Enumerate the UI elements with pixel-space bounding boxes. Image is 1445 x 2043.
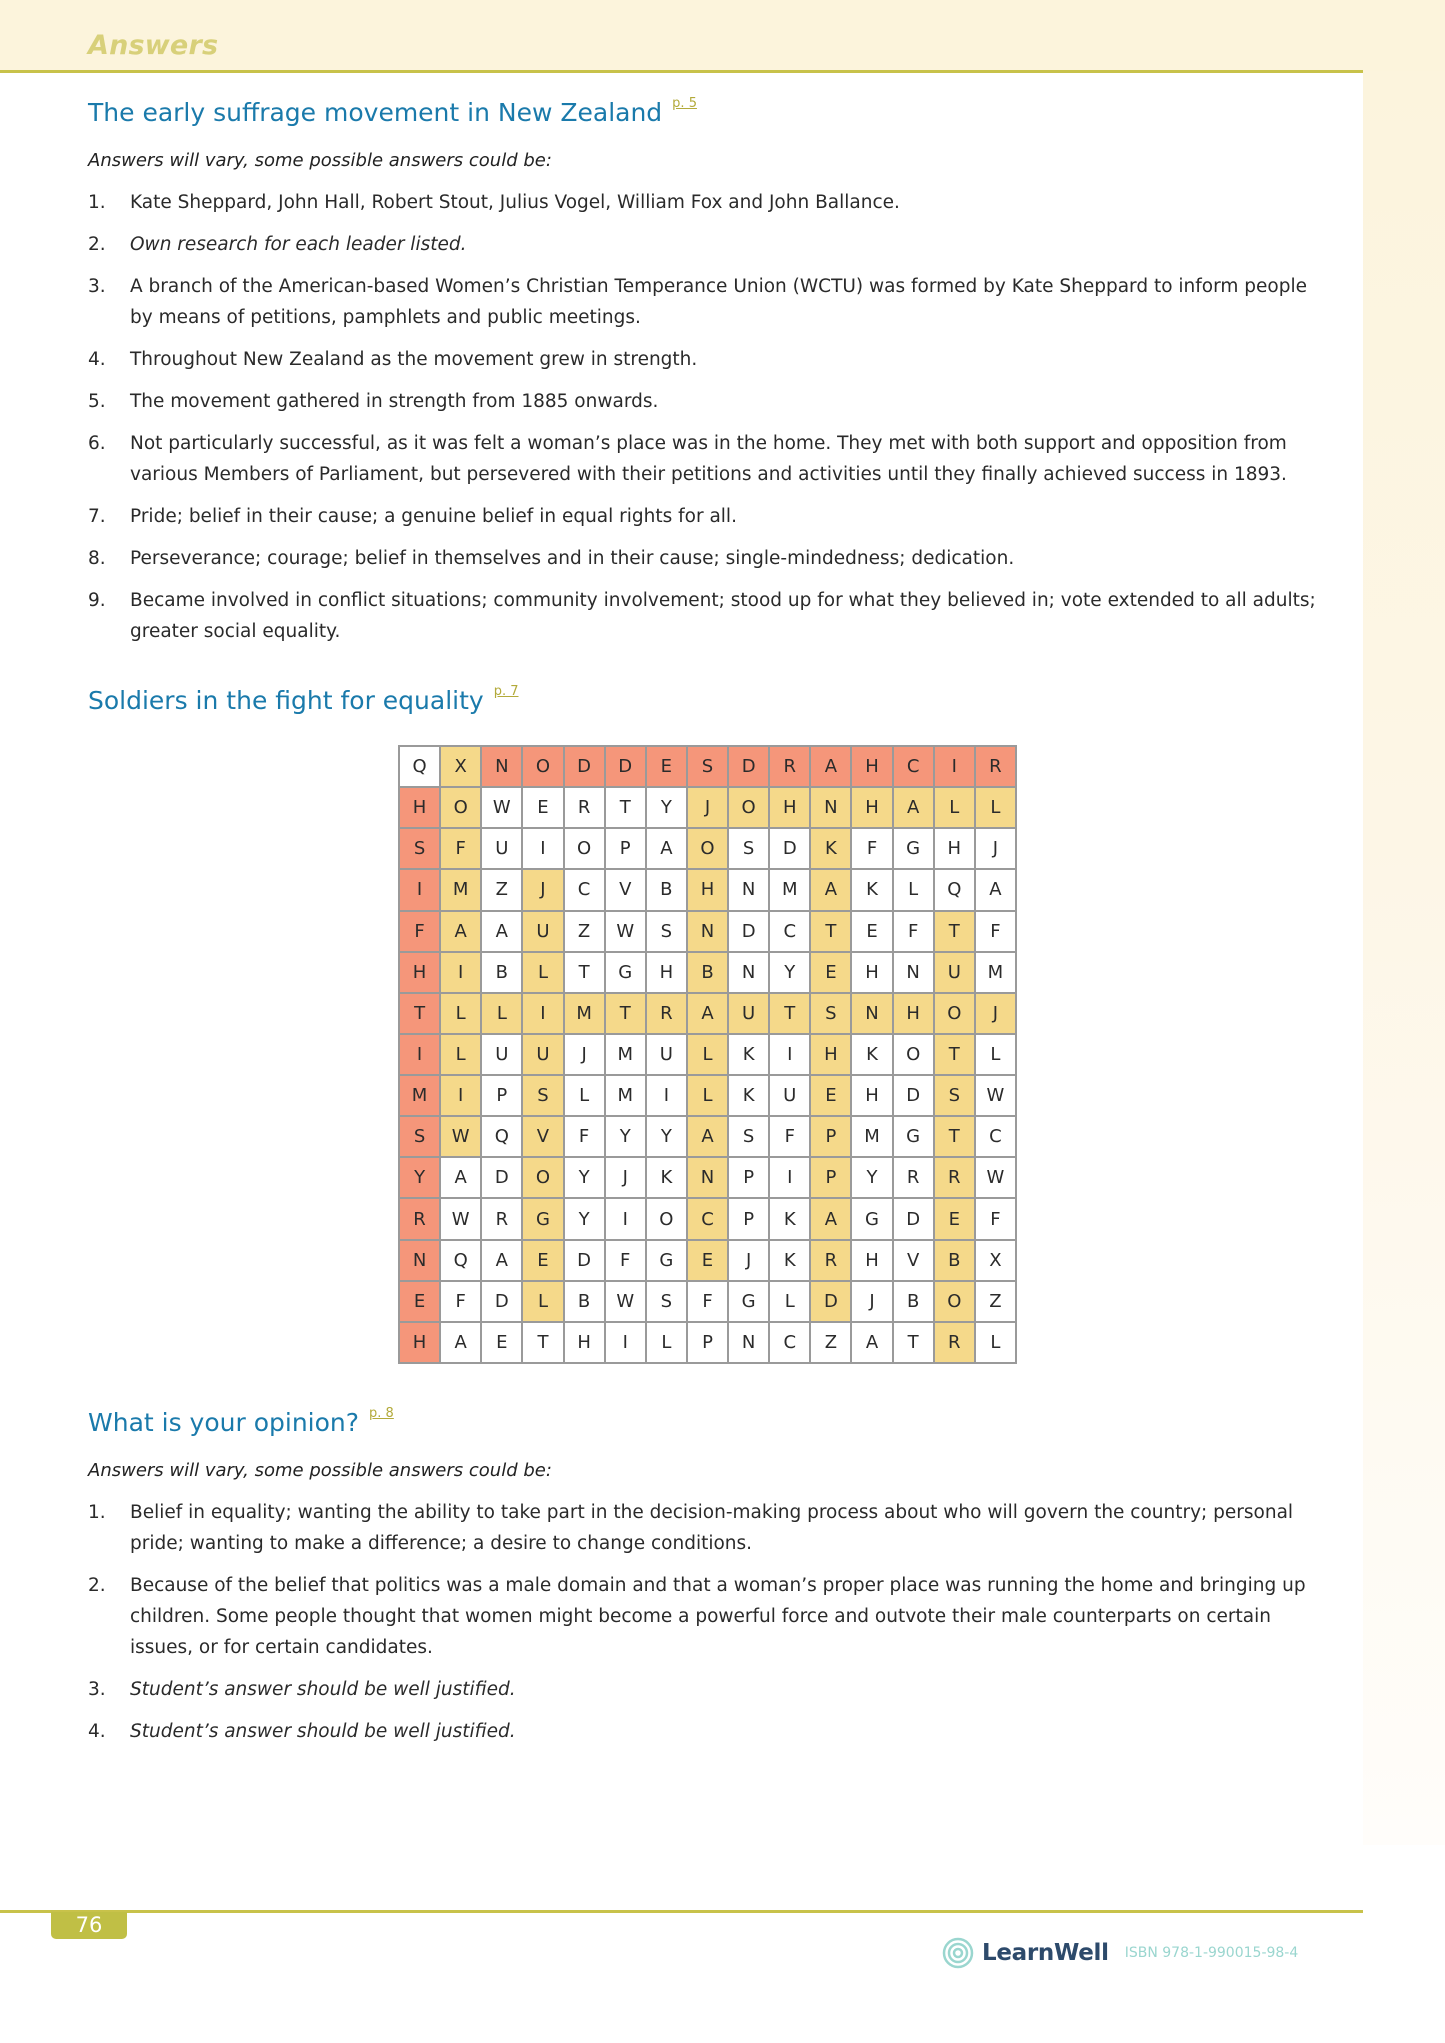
grid-cell: Z bbox=[565, 912, 604, 951]
grid-cell: K bbox=[647, 1158, 686, 1197]
grid-cell: K bbox=[729, 1035, 768, 1074]
grid-cell: A bbox=[894, 788, 933, 827]
grid-cell: O bbox=[935, 1282, 974, 1321]
answer-text: A branch of the American-based Women’s Christian Temperance Union (WCTU) was formed by Kate Sheppard to inform people by means of petitions, pamphlets and public meetings. bbox=[130, 276, 1307, 328]
grid-cell: U bbox=[482, 829, 521, 868]
answer-text: Perseverance; courage; belief in themselves and in their cause; single-mindedness; dedication. bbox=[130, 548, 1015, 569]
grid-cell: N bbox=[852, 994, 891, 1033]
word-search-grid bbox=[398, 745, 1017, 1364]
grid-cell: H bbox=[852, 1241, 891, 1280]
grid-cell: R bbox=[647, 994, 686, 1033]
grid-cell: F bbox=[976, 912, 1015, 951]
learnwell-logo-icon bbox=[942, 1937, 974, 1969]
grid-cell: P bbox=[482, 1076, 521, 1115]
grid-cell: M bbox=[565, 994, 604, 1033]
page-ref-link[interactable]: p. 7 bbox=[493, 684, 519, 699]
grid-cell: M bbox=[606, 1035, 645, 1074]
grid-cell: I bbox=[935, 747, 974, 786]
grid-cell: B bbox=[482, 953, 521, 992]
grid-cell: L bbox=[565, 1076, 604, 1115]
grid-cell: G bbox=[523, 1199, 562, 1238]
grid-cell: W bbox=[976, 1076, 1015, 1115]
answer-number: 1. bbox=[88, 192, 106, 213]
intro-text: Answers will vary, some possible answers could be: bbox=[88, 1460, 552, 1481]
grid-cell: D bbox=[565, 747, 604, 786]
grid-cell: R bbox=[811, 1241, 850, 1280]
grid-cell: N bbox=[811, 788, 850, 827]
grid-cell: C bbox=[688, 1199, 727, 1238]
grid-cell: C bbox=[565, 870, 604, 909]
grid-cell: R bbox=[400, 1199, 439, 1238]
grid-cell: T bbox=[606, 788, 645, 827]
grid-cell: I bbox=[523, 829, 562, 868]
grid-cell: H bbox=[852, 747, 891, 786]
grid-cell: I bbox=[770, 1035, 809, 1074]
grid-cell: A bbox=[441, 1323, 480, 1362]
answer-number: 6. bbox=[88, 433, 106, 454]
grid-cell: D bbox=[729, 912, 768, 951]
grid-cell: U bbox=[523, 1035, 562, 1074]
grid-cell: K bbox=[852, 870, 891, 909]
grid-cell: S bbox=[647, 1282, 686, 1321]
grid-cell: R bbox=[482, 1199, 521, 1238]
grid-cell: D bbox=[729, 747, 768, 786]
grid-cell: X bbox=[441, 747, 480, 786]
section-title-opinion bbox=[88, 1406, 394, 1437]
grid-cell: B bbox=[565, 1282, 604, 1321]
answer-item bbox=[88, 344, 1328, 375]
grid-cell: A bbox=[976, 870, 1015, 909]
grid-cell: H bbox=[400, 788, 439, 827]
grid-cell: H bbox=[852, 788, 891, 827]
grid-cell: S bbox=[811, 994, 850, 1033]
grid-cell: O bbox=[523, 747, 562, 786]
grid-cell: C bbox=[770, 912, 809, 951]
grid-cell: T bbox=[935, 1117, 974, 1156]
grid-cell: D bbox=[482, 1282, 521, 1321]
grid-cell: W bbox=[606, 912, 645, 951]
section-title-text: The early suffrage movement in New Zealand bbox=[88, 98, 663, 127]
grid-cell: E bbox=[852, 912, 891, 951]
grid-cell: H bbox=[688, 870, 727, 909]
grid-cell: K bbox=[852, 1035, 891, 1074]
answer-item bbox=[88, 1497, 1328, 1559]
grid-cell: T bbox=[400, 994, 439, 1033]
grid-cell: L bbox=[976, 1323, 1015, 1362]
grid-cell: J bbox=[976, 829, 1015, 868]
footer-rule bbox=[0, 1910, 1363, 1913]
grid-cell: H bbox=[811, 1035, 850, 1074]
grid-cell: H bbox=[647, 953, 686, 992]
grid-cell: R bbox=[894, 1158, 933, 1197]
grid-cell: D bbox=[770, 829, 809, 868]
grid-cell: D bbox=[482, 1158, 521, 1197]
grid-cell: C bbox=[976, 1117, 1015, 1156]
grid-cell: F bbox=[400, 912, 439, 951]
grid-cell: P bbox=[811, 1117, 850, 1156]
grid-cell: R bbox=[770, 747, 809, 786]
header-rule bbox=[0, 70, 1363, 73]
grid-cell: I bbox=[647, 1076, 686, 1115]
grid-cell: M bbox=[400, 1076, 439, 1115]
grid-cell: J bbox=[976, 994, 1015, 1033]
grid-cell: M bbox=[852, 1117, 891, 1156]
grid-cell: D bbox=[894, 1076, 933, 1115]
grid-cell: Q bbox=[400, 747, 439, 786]
grid-cell: E bbox=[523, 1241, 562, 1280]
grid-cell: O bbox=[647, 1199, 686, 1238]
section-title-text: Soldiers in the fight for equality bbox=[88, 686, 484, 715]
grid-cell: R bbox=[935, 1158, 974, 1197]
grid-cell: A bbox=[441, 1158, 480, 1197]
grid-cell: L bbox=[482, 994, 521, 1033]
grid-cell: A bbox=[852, 1323, 891, 1362]
grid-cell: A bbox=[811, 870, 850, 909]
answer-text: Became involved in conflict situations; community involvement; stood up for what they believed in; vote extended to all adults; greater social equality. bbox=[130, 590, 1316, 642]
grid-cell: I bbox=[606, 1199, 645, 1238]
grid-cell: I bbox=[523, 994, 562, 1033]
grid-cell: D bbox=[606, 747, 645, 786]
grid-cell: L bbox=[976, 1035, 1015, 1074]
grid-cell: K bbox=[811, 829, 850, 868]
grid-cell: L bbox=[523, 953, 562, 992]
grid-cell: H bbox=[894, 994, 933, 1033]
grid-cell: Q bbox=[441, 1241, 480, 1280]
brand-block bbox=[942, 1937, 1298, 1969]
grid-cell: G bbox=[606, 953, 645, 992]
grid-cell: A bbox=[482, 1241, 521, 1280]
grid-cell: Z bbox=[976, 1282, 1015, 1321]
grid-cell: Z bbox=[811, 1323, 850, 1362]
grid-cell: Y bbox=[852, 1158, 891, 1197]
grid-cell: S bbox=[935, 1076, 974, 1115]
grid-cell: B bbox=[647, 870, 686, 909]
grid-cell: N bbox=[729, 870, 768, 909]
page-number: 76 bbox=[51, 1912, 127, 1939]
grid-cell: U bbox=[770, 1076, 809, 1115]
grid-cell: W bbox=[482, 788, 521, 827]
grid-cell: P bbox=[811, 1158, 850, 1197]
grid-cell: O bbox=[441, 788, 480, 827]
grid-cell: Y bbox=[770, 953, 809, 992]
grid-cell: M bbox=[976, 953, 1015, 992]
answer-item bbox=[88, 1716, 1328, 1747]
grid-cell: Y bbox=[606, 1117, 645, 1156]
grid-cell: A bbox=[811, 747, 850, 786]
grid-cell: K bbox=[770, 1199, 809, 1238]
grid-cell: S bbox=[400, 829, 439, 868]
grid-cell: F bbox=[894, 912, 933, 951]
grid-cell: L bbox=[976, 788, 1015, 827]
grid-cell: P bbox=[729, 1158, 768, 1197]
grid-cell: O bbox=[523, 1158, 562, 1197]
grid-cell: Y bbox=[400, 1158, 439, 1197]
grid-cell: S bbox=[523, 1076, 562, 1115]
grid-cell: R bbox=[976, 747, 1015, 786]
answer-item bbox=[88, 187, 1328, 218]
grid-cell: T bbox=[770, 994, 809, 1033]
intro-text: Answers will vary, some possible answers could be: bbox=[88, 150, 552, 171]
grid-cell: T bbox=[935, 1035, 974, 1074]
grid-cell: K bbox=[729, 1076, 768, 1115]
grid-cell: W bbox=[441, 1117, 480, 1156]
answer-number: 7. bbox=[88, 506, 106, 527]
grid-cell: V bbox=[523, 1117, 562, 1156]
answer-item bbox=[88, 229, 1328, 260]
grid-cell: T bbox=[606, 994, 645, 1033]
grid-cell: L bbox=[523, 1282, 562, 1321]
grid-cell: S bbox=[400, 1117, 439, 1156]
answer-text: Student’s answer should be well justified. bbox=[130, 1679, 516, 1700]
grid-cell: U bbox=[482, 1035, 521, 1074]
grid-cell: Y bbox=[647, 1117, 686, 1156]
grid-cell: L bbox=[688, 1076, 727, 1115]
answer-list-suffrage bbox=[88, 187, 1328, 658]
grid-cell: L bbox=[647, 1323, 686, 1362]
grid-cell: I bbox=[400, 870, 439, 909]
grid-cell: X bbox=[976, 1241, 1015, 1280]
grid-cell: E bbox=[647, 747, 686, 786]
answer-number: 2. bbox=[88, 1575, 106, 1596]
grid-cell: O bbox=[565, 829, 604, 868]
grid-cell: T bbox=[565, 953, 604, 992]
grid-cell: W bbox=[976, 1158, 1015, 1197]
answer-text: Belief in equality; wanting the ability to take part in the decision-making process about who will govern the country; personal pride; wanting to make a difference; a desire to change conditions. bbox=[130, 1502, 1294, 1554]
grid-cell: O bbox=[894, 1035, 933, 1074]
answer-number: 4. bbox=[88, 349, 106, 370]
section-title-suffrage bbox=[88, 96, 697, 127]
grid-cell: G bbox=[894, 829, 933, 868]
grid-cell: L bbox=[441, 994, 480, 1033]
grid-cell: I bbox=[606, 1323, 645, 1362]
grid-cell: L bbox=[770, 1282, 809, 1321]
grid-cell: F bbox=[852, 829, 891, 868]
grid-cell: N bbox=[482, 747, 521, 786]
answer-number: 2. bbox=[88, 234, 106, 255]
answer-text: The movement gathered in strength from 1885 onwards. bbox=[130, 391, 659, 412]
answer-text: Not particularly successful, as it was felt a woman’s place was in the home. They met with both support and opposition from various Members of Parliament, but persevered with their petitions and activities until they finally achieved success in 1893. bbox=[130, 433, 1287, 485]
grid-cell: C bbox=[770, 1323, 809, 1362]
answer-number: 5. bbox=[88, 391, 106, 412]
grid-cell: L bbox=[935, 788, 974, 827]
grid-cell: O bbox=[688, 829, 727, 868]
grid-cell: T bbox=[894, 1323, 933, 1362]
grid-cell: Y bbox=[565, 1199, 604, 1238]
grid-cell: Q bbox=[935, 870, 974, 909]
grid-cell: E bbox=[482, 1323, 521, 1362]
answer-text: Student’s answer should be well justified. bbox=[130, 1721, 516, 1742]
grid-cell: H bbox=[935, 829, 974, 868]
grid-cell: A bbox=[647, 829, 686, 868]
grid-cell: E bbox=[811, 953, 850, 992]
grid-cell: N bbox=[400, 1241, 439, 1280]
grid-cell: F bbox=[770, 1117, 809, 1156]
grid-cell: T bbox=[811, 912, 850, 951]
answer-item bbox=[88, 428, 1328, 490]
grid-cell: E bbox=[935, 1199, 974, 1238]
grid-cell: S bbox=[688, 747, 727, 786]
grid-cell: O bbox=[935, 994, 974, 1033]
grid-cell: Z bbox=[482, 870, 521, 909]
grid-cell: A bbox=[688, 994, 727, 1033]
grid-cell: A bbox=[441, 912, 480, 951]
answer-item bbox=[88, 271, 1328, 333]
grid-cell: J bbox=[852, 1282, 891, 1321]
grid-cell: U bbox=[935, 953, 974, 992]
grid-cell: P bbox=[729, 1199, 768, 1238]
grid-cell: I bbox=[400, 1035, 439, 1074]
grid-cell: D bbox=[565, 1241, 604, 1280]
grid-cell: W bbox=[441, 1199, 480, 1238]
answer-number: 8. bbox=[88, 548, 106, 569]
answer-item bbox=[88, 1674, 1328, 1705]
grid-cell: M bbox=[606, 1076, 645, 1115]
grid-cell: O bbox=[729, 788, 768, 827]
answer-number: 1. bbox=[88, 1502, 106, 1523]
grid-cell: J bbox=[729, 1241, 768, 1280]
grid-cell: N bbox=[729, 1323, 768, 1362]
grid-cell: H bbox=[852, 953, 891, 992]
grid-cell: U bbox=[729, 994, 768, 1033]
grid-cell: M bbox=[770, 870, 809, 909]
grid-cell: B bbox=[935, 1241, 974, 1280]
grid-cell: E bbox=[523, 788, 562, 827]
grid-cell: Y bbox=[647, 788, 686, 827]
answer-number: 3. bbox=[88, 1679, 106, 1700]
grid-cell: H bbox=[400, 1323, 439, 1362]
grid-cell: F bbox=[688, 1282, 727, 1321]
grid-cell: J bbox=[523, 870, 562, 909]
grid-cell: R bbox=[565, 788, 604, 827]
grid-cell: S bbox=[647, 912, 686, 951]
page-ref-link[interactable]: p. 5 bbox=[672, 96, 697, 111]
grid-cell: L bbox=[441, 1035, 480, 1074]
answer-text: Kate Sheppard, John Hall, Robert Stout, Julius Vogel, William Fox and John Ballance. bbox=[130, 192, 900, 213]
grid-cell: S bbox=[729, 1117, 768, 1156]
answer-item bbox=[88, 1570, 1328, 1663]
answer-item bbox=[88, 585, 1328, 647]
page-header-title: Answers bbox=[88, 30, 219, 61]
answer-item bbox=[88, 501, 1328, 532]
page-ref-link[interactable]: p. 8 bbox=[369, 1406, 394, 1421]
grid-cell: Y bbox=[565, 1158, 604, 1197]
grid-cell: N bbox=[729, 953, 768, 992]
answer-text: Own research for each leader listed. bbox=[130, 234, 467, 255]
section-title-text: What is your opinion? bbox=[88, 1408, 360, 1437]
grid-cell: G bbox=[894, 1117, 933, 1156]
brand-name: LearnWell bbox=[982, 1940, 1109, 1966]
grid-cell: E bbox=[400, 1282, 439, 1321]
side-margin-band bbox=[1363, 0, 1445, 1845]
grid-cell: G bbox=[729, 1282, 768, 1321]
grid-cell: L bbox=[894, 870, 933, 909]
grid-cell: Q bbox=[482, 1117, 521, 1156]
grid-cell: F bbox=[441, 829, 480, 868]
grid-cell: N bbox=[688, 912, 727, 951]
grid-cell: K bbox=[770, 1241, 809, 1280]
grid-cell: P bbox=[688, 1323, 727, 1362]
grid-cell: F bbox=[976, 1199, 1015, 1238]
grid-cell: I bbox=[441, 1076, 480, 1115]
grid-cell: T bbox=[935, 912, 974, 951]
answer-item bbox=[88, 386, 1328, 417]
grid-cell: F bbox=[565, 1117, 604, 1156]
grid-cell: J bbox=[565, 1035, 604, 1074]
grid-cell: H bbox=[852, 1076, 891, 1115]
grid-cell: G bbox=[852, 1199, 891, 1238]
grid-cell: M bbox=[441, 870, 480, 909]
answer-number: 3. bbox=[88, 276, 106, 297]
grid-cell: W bbox=[606, 1282, 645, 1321]
grid-cell: B bbox=[688, 953, 727, 992]
grid-cell: P bbox=[606, 829, 645, 868]
grid-cell: A bbox=[811, 1199, 850, 1238]
grid-cell: G bbox=[647, 1241, 686, 1280]
answer-number: 4. bbox=[88, 1721, 106, 1742]
grid-cell: A bbox=[688, 1117, 727, 1156]
grid-cell: H bbox=[400, 953, 439, 992]
grid-cell: V bbox=[606, 870, 645, 909]
grid-cell: L bbox=[688, 1035, 727, 1074]
grid-cell: R bbox=[935, 1323, 974, 1362]
grid-cell: A bbox=[482, 912, 521, 951]
grid-cell: H bbox=[565, 1323, 604, 1362]
grid-cell: E bbox=[688, 1241, 727, 1280]
isbn-text: ISBN 978-1-990015-98-4 bbox=[1124, 1945, 1299, 1961]
grid-cell: H bbox=[770, 788, 809, 827]
grid-cell: T bbox=[523, 1323, 562, 1362]
answer-text: Pride; belief in their cause; a genuine belief in equal rights for all. bbox=[130, 506, 737, 527]
grid-cell: U bbox=[647, 1035, 686, 1074]
grid-cell: U bbox=[523, 912, 562, 951]
grid-cell: J bbox=[688, 788, 727, 827]
grid-cell: J bbox=[606, 1158, 645, 1197]
grid-cell: I bbox=[441, 953, 480, 992]
grid-cell: V bbox=[894, 1241, 933, 1280]
answer-number: 9. bbox=[88, 590, 106, 611]
section-title-soldiers bbox=[88, 684, 519, 715]
grid-cell: N bbox=[894, 953, 933, 992]
grid-cell: F bbox=[606, 1241, 645, 1280]
grid-cell: S bbox=[729, 829, 768, 868]
grid-cell: D bbox=[894, 1199, 933, 1238]
grid-cell: D bbox=[811, 1282, 850, 1321]
grid-cell: N bbox=[688, 1158, 727, 1197]
answer-list-opinion bbox=[88, 1497, 1328, 1758]
grid-cell: C bbox=[894, 747, 933, 786]
grid-cell: I bbox=[770, 1158, 809, 1197]
answer-text: Because of the belief that politics was a male domain and that a woman’s proper place was running the home and bringing up children. Some people thought that women might become a powerful force and outvote their male counterparts on certain issues, or for certain candidates. bbox=[130, 1575, 1306, 1658]
grid-cell: F bbox=[441, 1282, 480, 1321]
grid-cell: E bbox=[811, 1076, 850, 1115]
answer-text: Throughout New Zealand as the movement grew in strength. bbox=[130, 349, 698, 370]
grid-cell: B bbox=[894, 1282, 933, 1321]
answer-item bbox=[88, 543, 1328, 574]
